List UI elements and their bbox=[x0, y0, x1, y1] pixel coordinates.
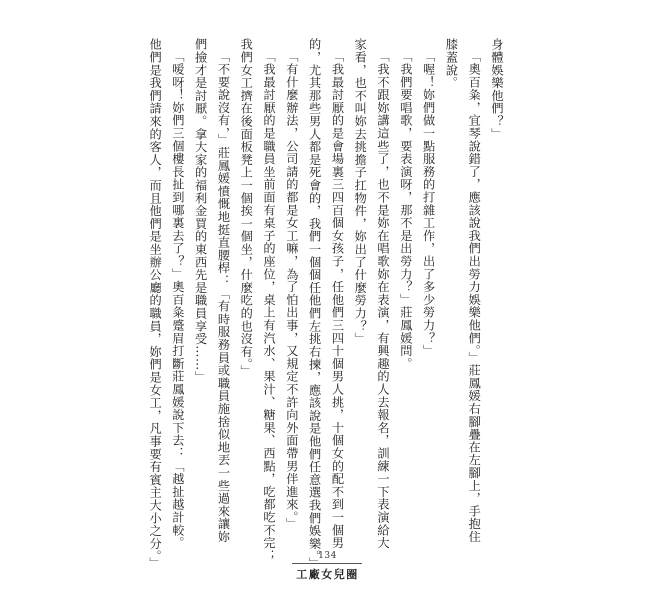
page-number: 134 bbox=[318, 551, 337, 561]
text-line: 「喔！妳們做一點服務的打雜工作，出了多少勞力？」 bbox=[421, 50, 436, 358]
text-line: 家看，也不叫妳去挑擔子扛物件，妳出了什麼勞力？」 bbox=[353, 38, 368, 346]
text-line: 「嗳呀！妳們三個樓長扯到哪裏去了？」奧百粂蹙眉打斷莊鳳媛說下去：「越扯越計較。 bbox=[170, 50, 185, 550]
text-line: 「不要說沒有，」莊鳳媛憤慨地挺直腰桿：「有時服務員或職員施捨似地丟一些過來讓妳 bbox=[216, 50, 231, 544]
running-title: 工廠女兒圈 bbox=[296, 568, 359, 581]
text-line: 我們女工擠在後面板凳上一個挨一個坐，什麼吃的也沒有。」 bbox=[239, 38, 254, 378]
text-line: 「我最討厭的是會場裏三四百個女孩子，任他們三四十個男人挑，十個女的配不到一個男 bbox=[330, 50, 345, 550]
text-line: 們撿才是討厭。拿大家的福利金買的東西先是職員享受……」 bbox=[193, 38, 208, 384]
text-line: 「奧百粂，宜琴說錯了，應該說我們出勞力娛樂他們。」莊鳳媛右腳疊在左腳上，手抱住 bbox=[467, 50, 482, 544]
text-line: 「有什麼辦法，公司請的都是女工嘛，為了怕出事，又規定不許向外面帶男伴進來。」 bbox=[284, 50, 299, 531]
footer-rule bbox=[292, 563, 362, 564]
text-line: 「我們要唱歌，要表演呀，那不是出勞力？」莊鳳媛問。 bbox=[398, 50, 413, 370]
text-line: 膝蓋說。 bbox=[444, 38, 459, 90]
text-line: 的，尤其那些男人都是死會的，我們一個個任他們左挑右揀，應該說是他們任意選我們娛樂。」 bbox=[307, 38, 322, 570]
text-line: 「我不跟妳講這些了，也不是妳在唱歌妳在表演，有興趣的人去報名，訓練一下表演給大 bbox=[376, 50, 391, 550]
text-line: 「我最討厭的是職員坐前面有桌子的座位，桌上有汽水、果汁、糖果、西點，吃都吃不完； bbox=[262, 50, 277, 562]
text-line: 身體娛樂他們？」 bbox=[490, 38, 504, 141]
text-line: 他們是我們請來的客人，而且他們是坐辦公廳的職員，妳們是女工，凡事要有賓主大小之分。」 bbox=[148, 38, 163, 570]
